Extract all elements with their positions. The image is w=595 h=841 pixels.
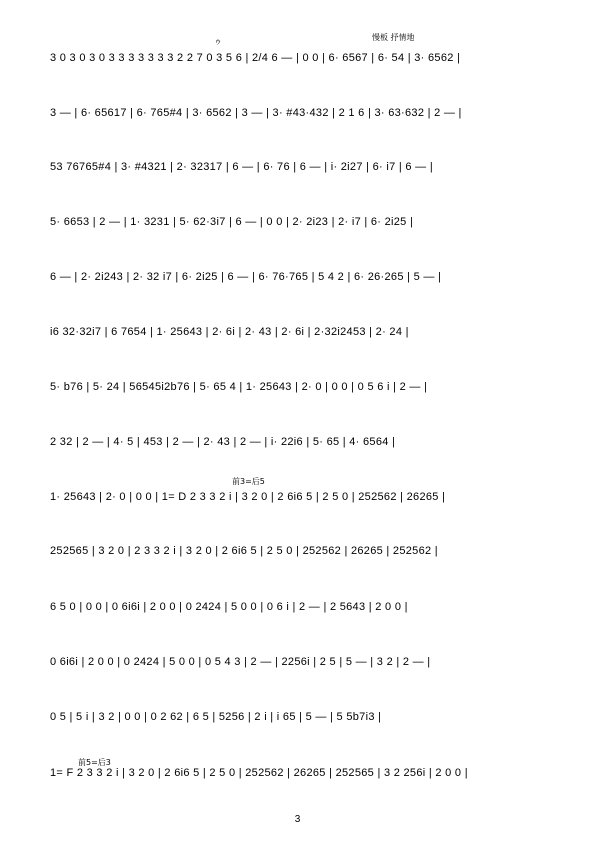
tempo-marking: 慢板 抒情地: [372, 33, 415, 42]
score-line-12: 0 6i6i | 2 0 0 | 0 2424 | 5 0 0 | 0 5 4 3 | 2 — | 2256i | 2 5 | 5 — | 3 2 | 2 — |: [50, 656, 431, 668]
score-line-5: 6 — | 2· 2i243 | 2· 32 i7 | 6· 2i25 | 6 — | 6· 76·765 | 5 4 2 | 6· 26·265 | 5 — |: [50, 271, 442, 283]
tie-mark: ゥ: [214, 37, 222, 46]
page-number: 3: [294, 814, 301, 825]
key-change-note: 前5=后3: [78, 758, 111, 767]
score-line-14: 1= F 2 3 3 2 i | 3 2 0 | 2 6i6 5 | 2 5 0 | 252562 | 26265 | 252565 | 3 2 256i | 2 0 0 |: [50, 767, 468, 779]
score-line-6: i6 32·32i7 | 6 7654 | 1· 25643 | 2· 6i | 2· 43 | 2· 6i | 2·32i2453 | 2· 24 |: [50, 326, 409, 338]
score-line-10: 252565 | 3 2 0 | 2 3 3 2 i | 3 2 0 | 2 6i6 5 | 2 5 0 | 252562 | 26265 | 252562 |: [50, 545, 438, 557]
score-line-3: 53 76765#4 | 3· #4321 | 2· 32317 | 6 — | 6· 76 | 6 — | i· 2i27 | 6· i7 | 6 — |: [50, 161, 433, 173]
score-line-8: 2 32 | 2 — | 4· 5 | 453 | 2 — | 2· 43 | 2 — | i· 22i6 | 5· 65 | 4· 6564 |: [50, 436, 396, 448]
key-change-note: 前3=后5: [232, 477, 265, 486]
score-line-9: 1· 25643 | 2· 0 | 0 0 | 1= D 2 3 3 2 i | 3 2 0 | 2 6i6 5 | 2 5 0 | 252562 | 26265 |: [50, 491, 446, 503]
score-line-2: 3 — | 6· 65617 | 6· 765#4 | 3· 6562 | 3 — | 3· #43·432 | 2 1 6 | 3· 63·632 | 2 — |: [50, 107, 462, 119]
score-line-1: 3 0 3 0 3 0 3 3 3 3 3 3 3 2 2 7 0 3 5 6 | 2/4 6 — | 0 0 | 6· 6567 | 6· 54 | 3· 6562 |: [50, 52, 461, 64]
score-line-7: 5· b76 | 5· 24 | 56545i2b76 | 5· 65 4 | 1· 25643 | 2· 0 | 0 0 | 0 5 6 i | 2 — |: [50, 381, 428, 393]
score-line-13: 0 5 | 5 i | 3 2 | 0 0 | 0 2 62 | 6 5 | 5256 | 2 i | i 65 | 5 — | 5 5b7i3 |: [50, 711, 382, 723]
score-line-4: 5· 6653 | 2 — | 1· 3231 | 5· 62·3i7 | 6 — | 0 0 | 2· 2i23 | 2· i7 | 6· 2i25 |: [50, 216, 414, 228]
score-line-11: 6 5 0 | 0 0 | 0 6i6i | 2 0 0 | 0 2424 | 5 0 0 | 0 6 i | 2 — | 2 5643 | 2 0 0 |: [50, 601, 408, 613]
